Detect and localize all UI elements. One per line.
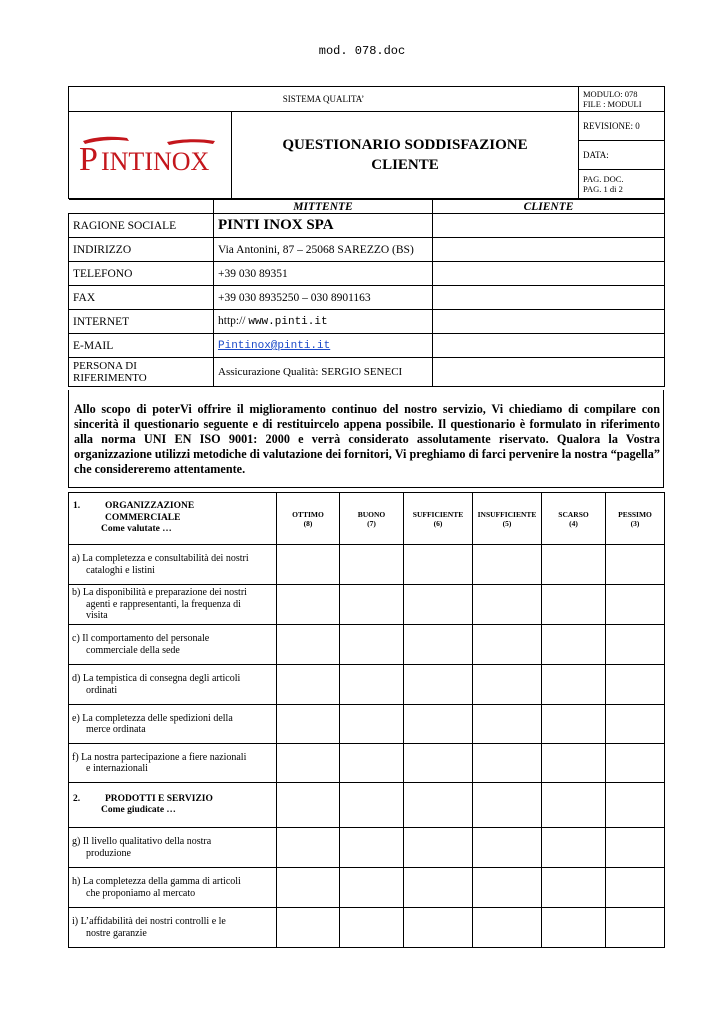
revision-label: REVISIONE: 0: [579, 112, 665, 141]
question-a: [69, 545, 277, 585]
client-company-field[interactable]: [433, 214, 665, 238]
column-mittente: MITTENTE: [214, 200, 433, 214]
question-text: g) Il livello qualitativo della nostra: [72, 836, 212, 847]
rating-cell[interactable]: [542, 585, 606, 625]
question-row: [69, 545, 665, 585]
rating-cell[interactable]: [473, 705, 542, 744]
rating-cell[interactable]: [473, 545, 542, 585]
question-text-cont: merce ordinata: [86, 724, 146, 735]
survey-table: [68, 492, 665, 948]
rating-cell[interactable]: [277, 625, 340, 665]
rating-score: (3): [630, 518, 640, 528]
svg-text:INTINOX: INTINOX: [101, 147, 210, 176]
rating-cell[interactable]: [404, 828, 473, 868]
question-text: e) La completezza delle spedizioni della: [72, 712, 233, 724]
question-text-cont: agenti e rappresentanti, la frequenza di: [86, 598, 241, 610]
sender-client-table: [68, 199, 665, 387]
question-row: [69, 828, 665, 868]
question-row: [69, 705, 665, 744]
rating-cell[interactable]: [542, 868, 606, 908]
question-g: [69, 828, 277, 868]
rating-cell[interactable]: [340, 868, 404, 908]
rating-cell[interactable]: [404, 908, 473, 948]
module-number: MODULO: 078: [583, 89, 638, 99]
sender-contact-person: Assicurazione Qualità: SERGIO SENECI: [214, 358, 433, 387]
rating-cell[interactable]: [542, 828, 606, 868]
rating-cell[interactable]: [606, 545, 665, 585]
rating-cell[interactable]: [606, 744, 665, 783]
module-info: [579, 87, 665, 112]
rating-cell[interactable]: [473, 585, 542, 625]
question-text-cont: nostre garanzie: [86, 927, 147, 939]
question-text: b) La disponibilità e preparazione dei nostri: [72, 587, 247, 599]
client-address-field[interactable]: [433, 238, 665, 262]
rating-cell[interactable]: [473, 625, 542, 665]
rating-name: PESSIMO: [618, 509, 652, 519]
svg-text:P: P: [79, 141, 98, 176]
question-text: d) La tempistica di consegna degli articoli: [72, 673, 241, 684]
rating-cell[interactable]: [404, 585, 473, 625]
question-row: [69, 625, 665, 665]
section-1-header: [69, 493, 277, 545]
rating-header-ottimo: [277, 493, 340, 545]
sender-address: Via Antonini, 87 – 25068 SAREZZO (BS): [214, 238, 433, 262]
spacer-cell: [69, 200, 214, 214]
rating-cell[interactable]: [340, 585, 404, 625]
rating-name: OTTIMO: [292, 509, 324, 519]
question-row: [69, 868, 665, 908]
rating-score: (4): [569, 518, 578, 528]
company-logo: [69, 112, 232, 199]
question-d: [69, 665, 277, 705]
title-line-2: CLIENTE: [371, 157, 439, 173]
row-label: INDIRIZZO: [69, 238, 214, 262]
rating-cell[interactable]: [473, 744, 542, 783]
rating-cell[interactable]: [404, 665, 473, 705]
rating-header-sufficiente: [404, 493, 473, 545]
sender-email: [214, 334, 433, 358]
question-text-cont: che proponiamo al mercato: [86, 887, 196, 899]
client-website-field[interactable]: [433, 310, 665, 334]
rating-cell[interactable]: [340, 545, 404, 585]
question-text: h) La completezza della gamma di articoli: [72, 876, 241, 887]
section-title: PRODOTTI E SERVIZIO: [105, 793, 213, 804]
question-text: a) La completezza e consultabilità dei nostri: [72, 553, 249, 564]
rating-cell[interactable]: [404, 868, 473, 908]
rating-score: (5): [502, 518, 512, 528]
question-text-cont: produzione: [86, 847, 131, 859]
rating-cell[interactable]: [340, 828, 404, 868]
rating-cell[interactable]: [340, 625, 404, 665]
rating-cell[interactable]: [606, 868, 665, 908]
section-number: 1.: [73, 501, 81, 512]
question-c: [69, 625, 277, 665]
document-title: [232, 112, 579, 199]
page-info: [579, 170, 665, 199]
page-number: PAG. 1 di 2: [583, 184, 623, 194]
rating-cell[interactable]: [277, 908, 340, 948]
intro-paragraph: Allo scopo di poterVi offrire il miglioramento continuo del nostro servizio, Vi chiediamo di compilare con sincerità il questionario seguente e di restituircelo appena possibile. Il questionario è formulato in riferimento alla norma UNI EN ISO 9001: 2000 e verrà considerato assolutamente riservato. Qualora la Vostra organizzazione utilizzi metodiche di valutazione dei fornitori, Vi preghiamo di farci pervenire la nostra “pagella” che considereremo attentamente.: [68, 390, 664, 488]
question-row: [69, 665, 665, 705]
contact-label-line-1: PERSONA DI: [73, 360, 137, 372]
question-row: [69, 744, 665, 783]
question-text: f) La nostra partecipazione a fiere nazionali: [72, 751, 247, 763]
rating-header-insufficiente: [473, 493, 542, 545]
rating-score: (7): [367, 518, 376, 528]
page-doc-label: PAG. DOC.: [583, 174, 624, 184]
rating-cell[interactable]: [277, 705, 340, 744]
rating-cell[interactable]: [277, 585, 340, 625]
rating-cell[interactable]: [473, 908, 542, 948]
website-url: www.pinti.it: [248, 316, 328, 328]
rating-cell[interactable]: [473, 665, 542, 705]
rating-header-scarso: [542, 493, 606, 545]
rating-cell[interactable]: [277, 868, 340, 908]
website-prefix: http://: [218, 315, 246, 327]
row-label: FAX: [69, 286, 214, 310]
section-subtitle: Come giudicate …: [101, 805, 176, 815]
question-text-cont: e internazionali: [86, 763, 148, 774]
email-link[interactable]: Pintinox@pinti.it: [218, 340, 331, 352]
section-subtitle: Come valutate …: [101, 524, 172, 535]
empty-cell: [277, 783, 340, 828]
rating-cell[interactable]: [340, 705, 404, 744]
rating-name: BUONO: [357, 509, 386, 519]
section-2-header: [69, 783, 277, 828]
empty-cell: [473, 783, 542, 828]
sender-phone: +39 030 89351: [214, 262, 433, 286]
sender-fax: +39 030 8935250 – 030 8901163: [214, 286, 433, 310]
question-row: [69, 908, 665, 948]
rating-header-buono: [340, 493, 404, 545]
empty-cell: [404, 783, 473, 828]
client-email-field[interactable]: [433, 334, 665, 358]
row-label: INTERNET: [69, 310, 214, 334]
rating-score: (8): [303, 518, 313, 528]
rating-cell[interactable]: [473, 828, 542, 868]
contact-label-line-2: RIFERIMENTO: [73, 372, 147, 384]
rating-header-pessimo: [606, 493, 665, 545]
rating-cell[interactable]: [277, 665, 340, 705]
rating-cell[interactable]: [542, 545, 606, 585]
question-text-cont: cataloghi e listini: [86, 564, 155, 576]
question-text-cont: ordinati: [86, 684, 118, 696]
rating-cell[interactable]: [473, 868, 542, 908]
question-h: [69, 868, 277, 908]
column-cliente: CLIENTE: [433, 200, 665, 214]
quality-system-label: SISTEMA QUALITA’: [69, 87, 579, 112]
rating-cell[interactable]: [404, 705, 473, 744]
question-b: [69, 585, 277, 625]
rating-cell[interactable]: [340, 665, 404, 705]
question-text-cont: commerciale della sede: [86, 644, 180, 656]
rating-cell[interactable]: [277, 744, 340, 783]
client-phone-field[interactable]: [433, 262, 665, 286]
rating-cell[interactable]: [340, 908, 404, 948]
section-title: ORGANIZZAZIONE: [105, 501, 195, 512]
empty-cell: [606, 783, 665, 828]
rating-name: INSUFFICIENTE: [477, 509, 537, 519]
document-filename: mod. 078.doc: [318, 44, 406, 58]
row-label: TELEFONO: [69, 262, 214, 286]
rating-cell[interactable]: [542, 705, 606, 744]
row-label: [69, 358, 214, 387]
rating-score: (6): [433, 518, 443, 528]
question-text: i) L’affidabilità dei nostri controlli e le: [72, 916, 226, 927]
question-i: [69, 908, 277, 948]
rating-cell[interactable]: [542, 625, 606, 665]
client-fax-field[interactable]: [433, 286, 665, 310]
rating-cell[interactable]: [277, 545, 340, 585]
rating-cell[interactable]: [542, 744, 606, 783]
rating-cell[interactable]: [606, 625, 665, 665]
title-line-1: QUESTIONARIO SODDISFAZIONE: [282, 137, 528, 153]
company-name: PINTI INOX SPA: [214, 214, 433, 238]
rating-cell[interactable]: [277, 828, 340, 868]
question-text-cont: visita: [86, 610, 108, 622]
rating-cell[interactable]: [606, 828, 665, 868]
rating-cell[interactable]: [606, 665, 665, 705]
pintinox-logo: [75, 132, 225, 176]
module-file: FILE : MODULI: [583, 99, 642, 109]
row-label: E-MAIL: [69, 334, 214, 358]
rating-cell[interactable]: [606, 705, 665, 744]
client-contact-field[interactable]: [433, 358, 665, 387]
section-number: 2.: [73, 793, 81, 804]
question-e: [69, 705, 277, 744]
question-row: [69, 585, 665, 625]
rating-cell[interactable]: [606, 585, 665, 625]
rating-cell[interactable]: [404, 625, 473, 665]
rating-cell[interactable]: [542, 665, 606, 705]
document-header: [68, 86, 665, 199]
sender-website: [214, 310, 433, 334]
rating-name: SCARSO: [558, 509, 589, 519]
date-field-label: DATA:: [579, 141, 665, 170]
row-label: RAGIONE SOCIALE: [69, 214, 214, 238]
question-f: [69, 744, 277, 783]
empty-cell: [542, 783, 606, 828]
rating-cell[interactable]: [404, 545, 473, 585]
rating-cell[interactable]: [404, 744, 473, 783]
question-text: c) Il comportamento del personale: [72, 633, 210, 644]
section-title-cont: COMMERCIALE: [105, 512, 181, 523]
empty-cell: [340, 783, 404, 828]
rating-name: SUFFICIENTE: [412, 509, 464, 519]
rating-cell[interactable]: [340, 744, 404, 783]
rating-cell[interactable]: [606, 908, 665, 948]
rating-cell[interactable]: [542, 908, 606, 948]
